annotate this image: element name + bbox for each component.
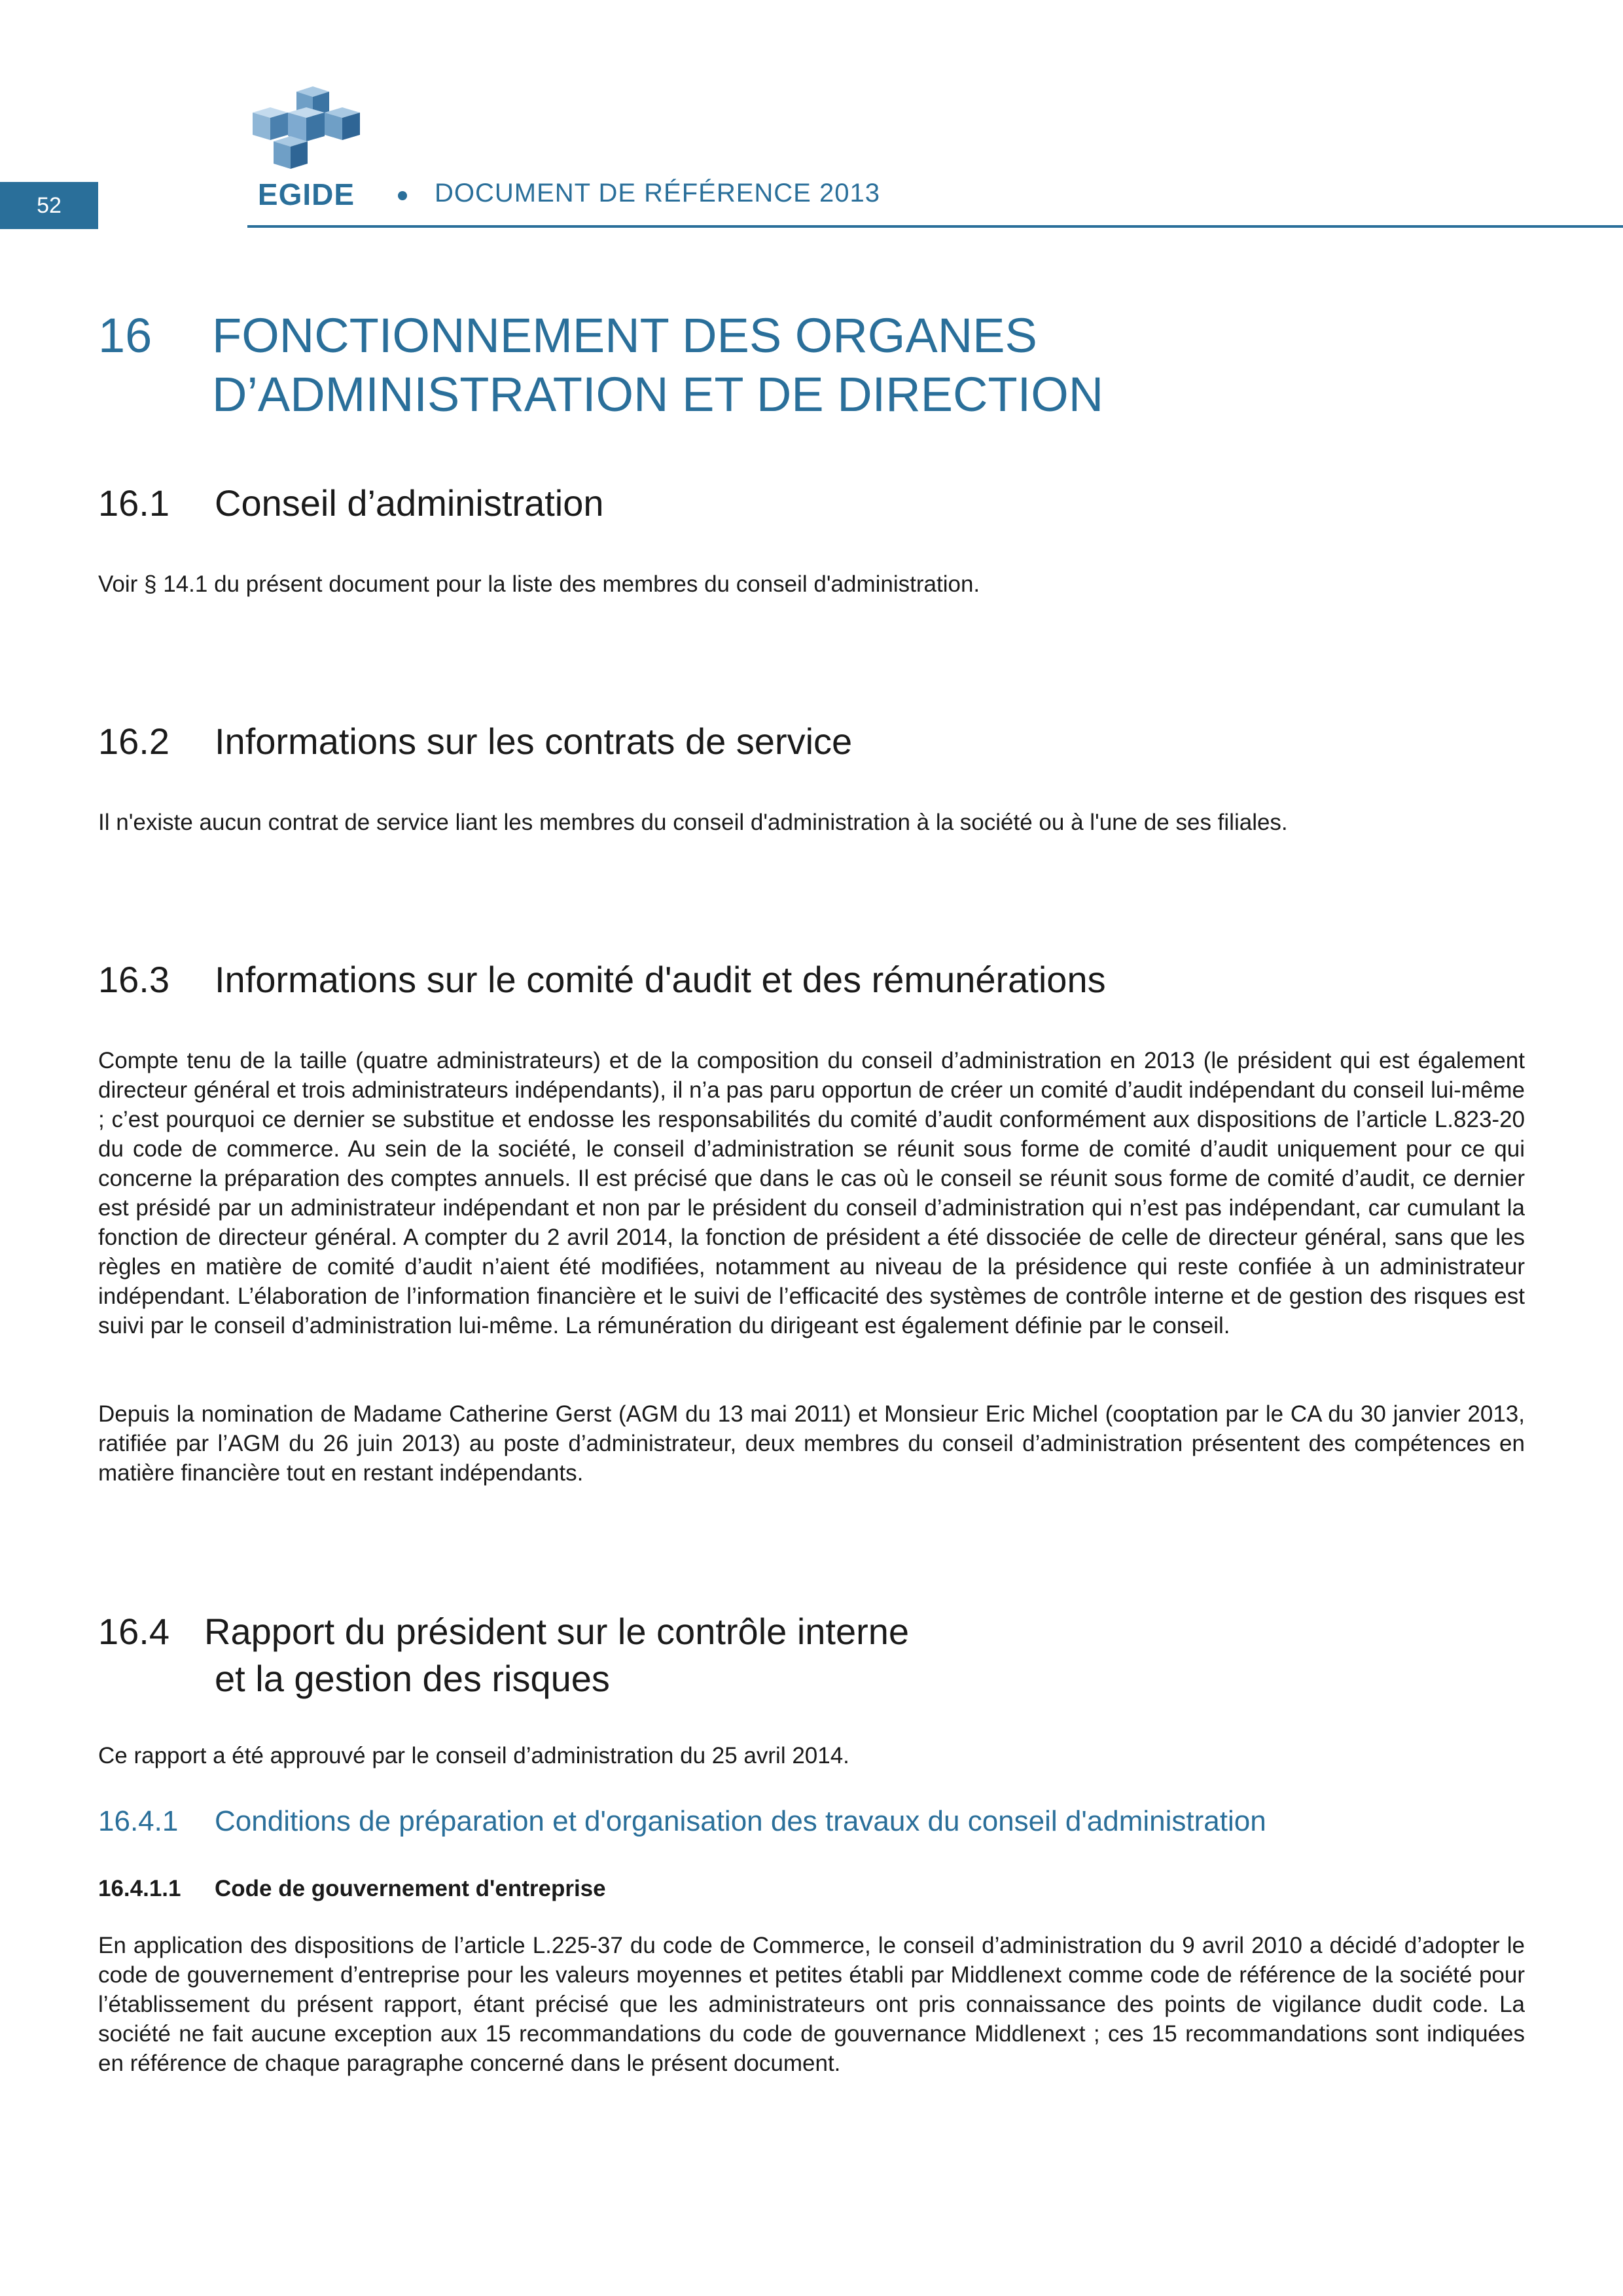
section-16-4-title-line1: Rapport du président sur le contrôle interne	[204, 1611, 910, 1652]
header-divider	[247, 225, 1623, 228]
section-16-4-body: Ce rapport a été approuvé par le conseil d’administration du 25 avril 2014.	[98, 1743, 849, 1768]
section-16-1-number: 16.1	[98, 482, 169, 524]
section-16-3-paragraph-1: Compte tenu de la taille (quatre administrateurs) et de la composition du conseil d’administration en 2013 (le président qui est également directeur général et trois administrateurs indépendants), il n’a pas paru opportun de créer un comité d’audit indépendant du conseil lui-même ; c’est pourquoi ce dernier se substitue et endosse les responsabilités du comité d’audit conformément aux dispositions de l’article L.823-20 du code de commerce. Au sein de la société, le conseil d’administration se réunit sous forme de comité d’audit uniquement pour ce qui concerne la préparation des comptes annuels. Il est précisé que dans le cas où le conseil se réunit sous forme de comité d’audit, ce dernier est présidé par un administrateur indépendant et non par le président du conseil d’administration qui n’est pas indépendant, car cumulant la fonction de directeur général. A compter du 2 avril 2014, la fonction de président a été dissociée de celle de directeur général, sans que les règles en matière de comité d’audit n’aient été modifiées, notamment au niveau de la présidence qui reste confiée à un administrateur indépendant. L’élaboration de l’information financière et le suivi de l’efficacité des systèmes de contrôle interne et de gestion des risques est suivi par le conseil d’administration lui-même. La rémunération du dirigeant est également définie par le conseil.	[98, 1048, 1525, 1338]
page-number: 52	[0, 182, 98, 229]
subsection-16-4-1-title: Conditions de préparation et d'organisation des travaux du conseil d'administration	[215, 1805, 1266, 1837]
chapter-title-line2: D’ADMINISTRATION ET DE DIRECTION	[212, 367, 1104, 422]
document-title: DOCUMENT DE RÉFÉRENCE 2013	[435, 179, 880, 207]
section-16-1-body: Voir § 14.1 du présent document pour la liste des membres du conseil d'administration.	[98, 571, 980, 597]
section-16-2-body: Il n'existe aucun contrat de service liant les membres du conseil d'administration à la société ou à l'une de ses filiales.	[98, 810, 1288, 835]
section-16-1-title: Conseil d’administration	[215, 482, 604, 524]
subsubsection-16-4-1-1-title: Code de gouvernement d'entreprise	[215, 1876, 606, 1901]
section-16-3-number: 16.3	[98, 959, 169, 1000]
subsubsection-16-4-1-1-body: En application des dispositions de l’article L.225-37 du code de Commerce, le conseil d’administration du 9 avril 2010 a décidé d’adopter le code de gouvernement d’entreprise pour les valeurs moyennes et petites établi par Middlenext comme code de référence de la société pour l’établissement du présent rapport, étant précisé que les administrateurs ont pris connaissance des points de vigilance dudit code. La société ne fait aucune exception aux 15 recommandations du code de gouvernance Middlenext ; ces 15 recommandations sont indiquées en référence de chaque paragraphe concerné dans le présent document.	[98, 1933, 1525, 2076]
section-16-3-title: Informations sur le comité d'audit et des rémunérations	[215, 959, 1106, 1000]
section-16-2-title: Informations sur les contrats de service	[215, 721, 853, 762]
logo-wordmark: EGIDE	[257, 177, 355, 211]
section-16-2-number: 16.2	[98, 721, 169, 762]
subsection-16-4-1-number: 16.4.1	[98, 1805, 179, 1837]
subsubsection-16-4-1-1-number: 16.4.1.1	[98, 1876, 181, 1901]
chapter-number: 16	[98, 308, 152, 363]
section-16-4-number: 16.4	[98, 1611, 169, 1652]
chapter-title-line1: FONCTIONNEMENT DES ORGANES	[212, 308, 1037, 363]
header-bullet	[398, 191, 407, 200]
section-16-3-paragraph-2: Depuis la nomination de Madame Catherine Gerst (AGM du 13 mai 2011) et Monsieur Eric Michel (cooptation par le CA du 30 janvier 2013, ratifiée par l’AGM du 26 juin 2013) au poste d’administrateur, deux membres du conseil d’administration présentent des compétences en matière financière tout en restant indépendants.	[98, 1401, 1525, 1486]
section-16-4-title-line2: et la gestion des risques	[215, 1658, 610, 1699]
